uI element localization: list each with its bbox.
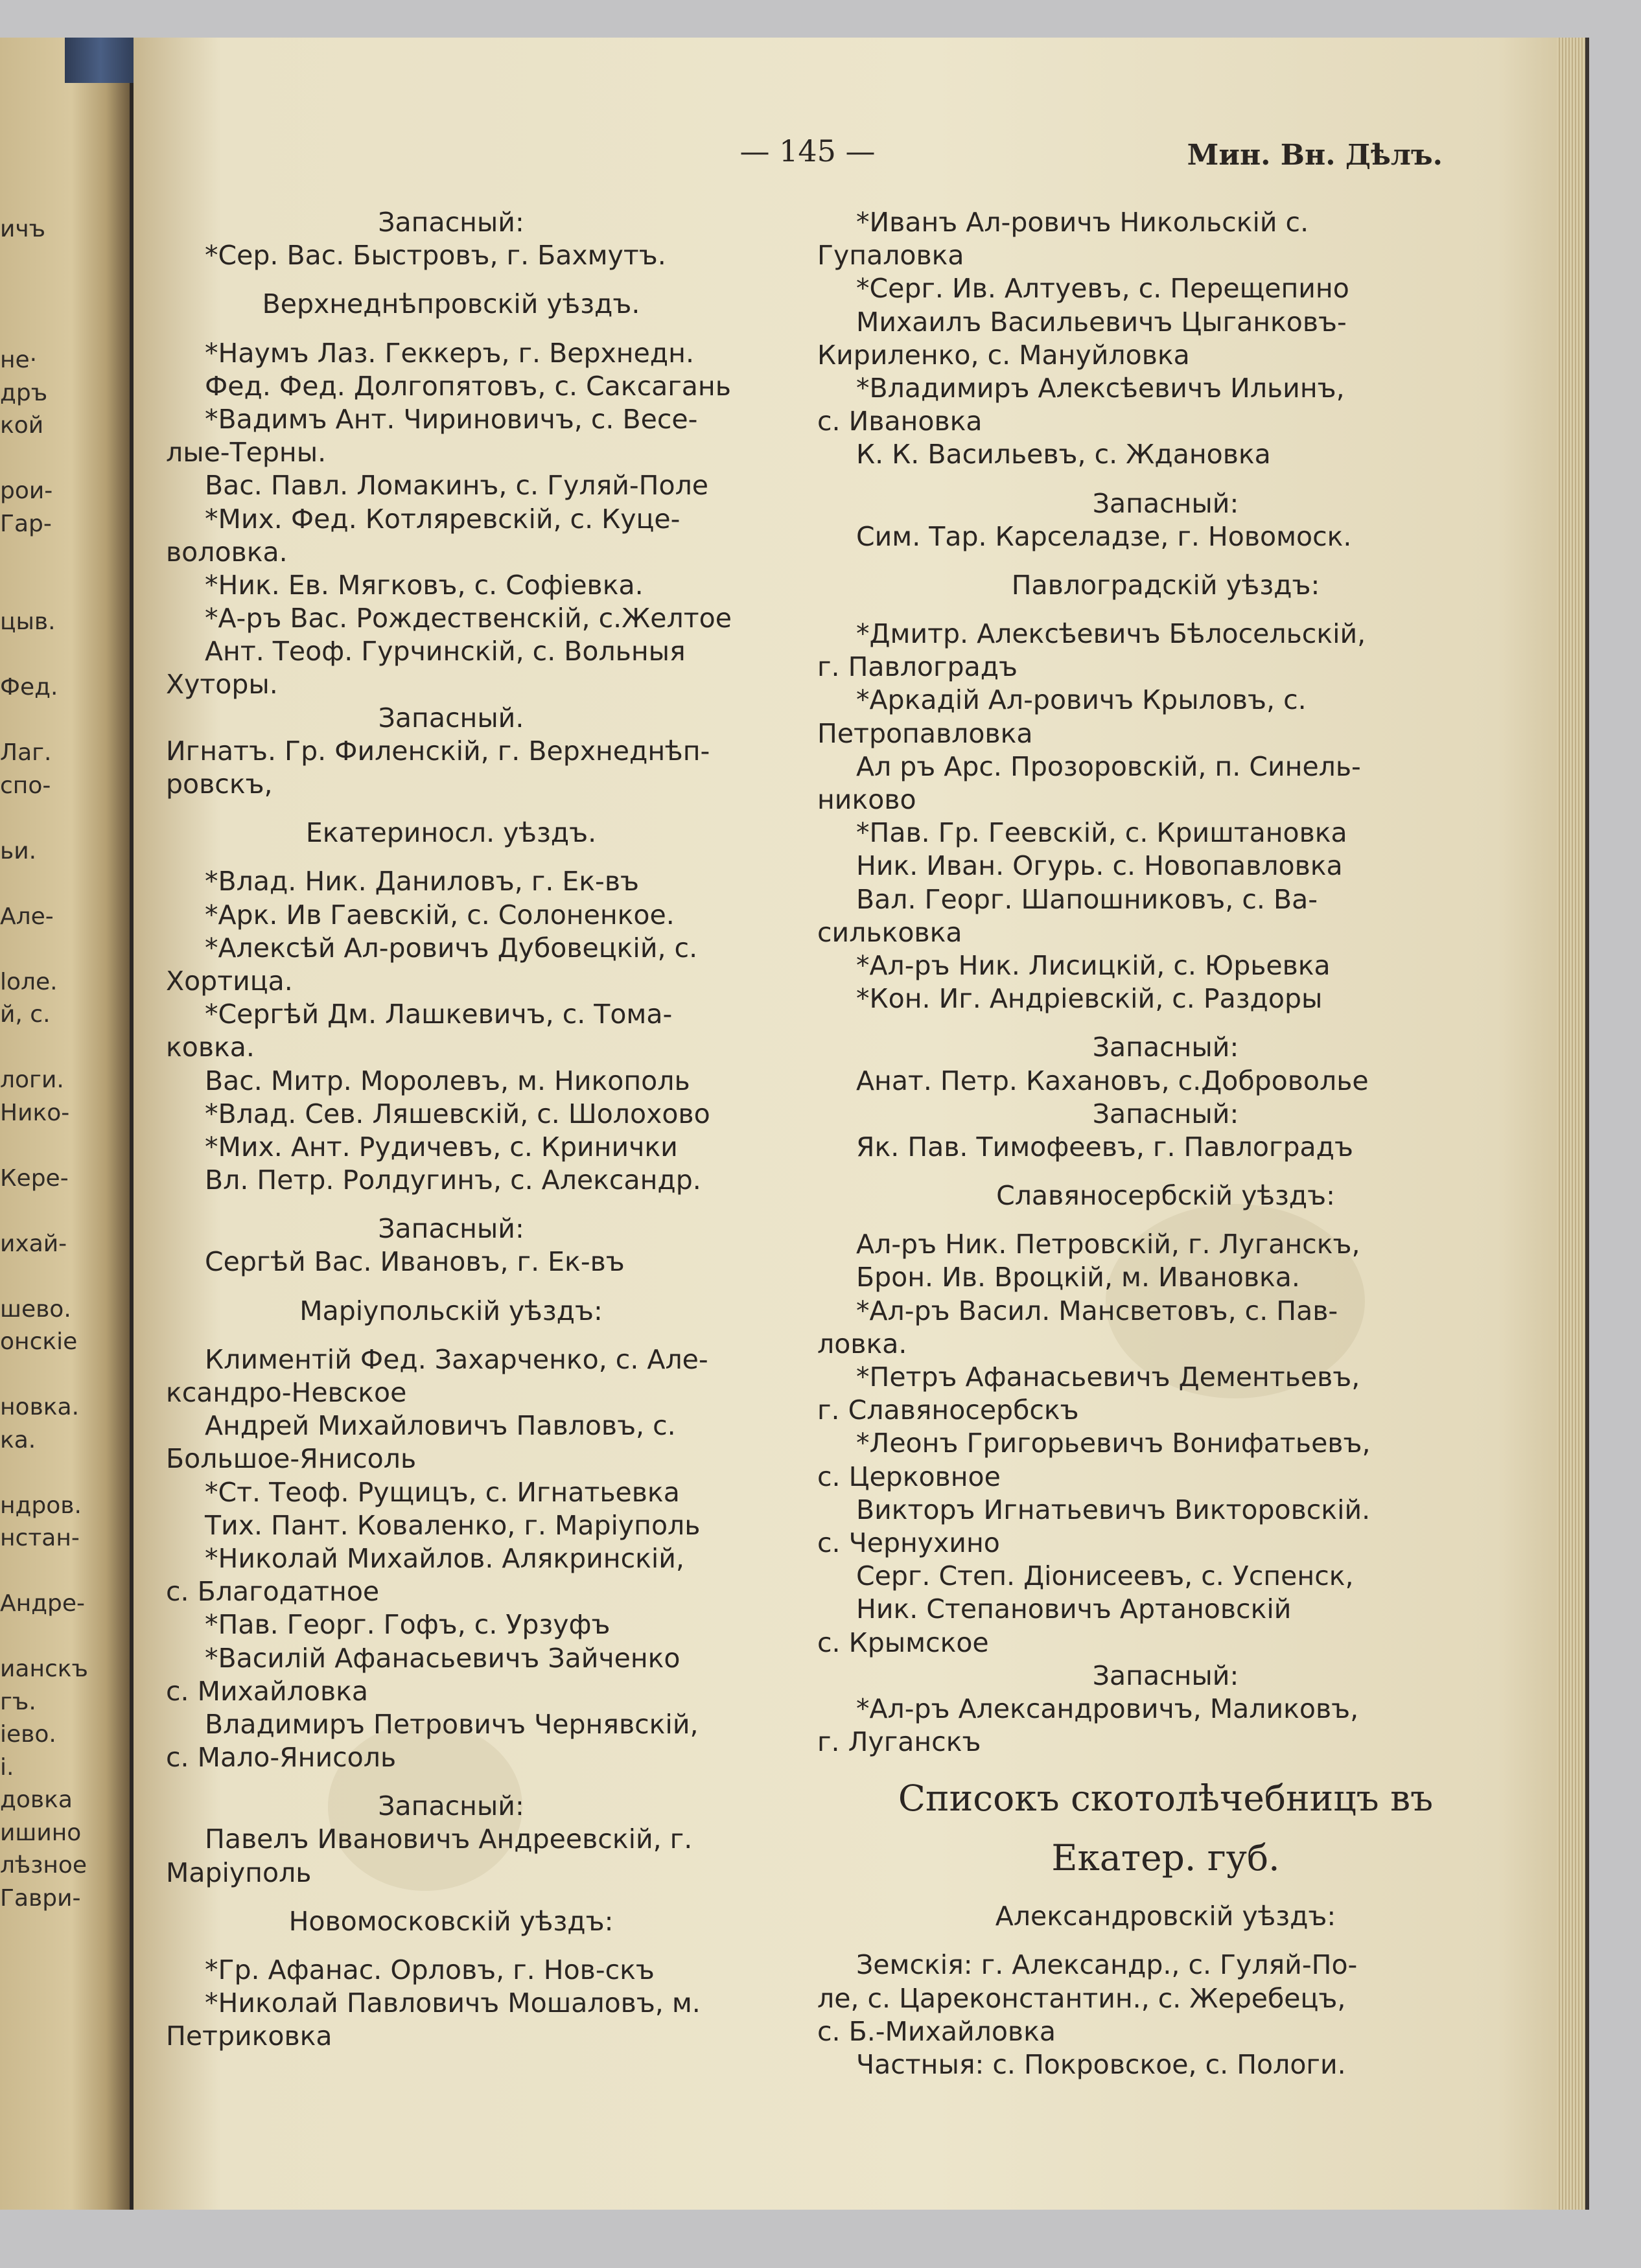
adjacent-page-fragment: гъ. xyxy=(0,1688,36,1715)
spacer xyxy=(166,1938,736,1954)
spacer xyxy=(817,472,1514,487)
entry-line: *Николай Михайлов. Алякринскiй, xyxy=(205,1542,684,1574)
entry-line: *Мих. Фед. Котляревскiй, с. Куце- xyxy=(205,503,681,535)
adjacent-page-fragment: новка. xyxy=(0,1394,80,1420)
entry-line: Кириленко, с. Мануйловка xyxy=(817,339,1190,371)
district-heading: Александровскiй уѣздъ: xyxy=(995,1901,1336,1932)
adjacent-page-fragment xyxy=(0,1263,122,1293)
adjacent-page-fragment xyxy=(0,576,122,606)
adjacent-page-fragment: дръ xyxy=(0,379,48,406)
entry-line: Хуторы. xyxy=(166,669,278,700)
entry-line: Сергѣй Вас. Ивановъ, г. Ек-въ xyxy=(205,1246,625,1278)
spacer xyxy=(166,850,736,865)
entry-line: *Ник. Ев. Мягковъ, с. Софiевка. xyxy=(205,569,644,601)
reserve-label: Запасный: xyxy=(1092,487,1239,519)
entry-line: *Ст. Теоф. Рущицъ, с. Игнатьевка xyxy=(205,1476,680,1508)
adjacent-page-fragment xyxy=(0,249,122,279)
district-heading: Екатериносл. уѣздъ. xyxy=(305,817,597,849)
adjacent-page-fragment: не· xyxy=(0,347,38,373)
section-title: Списокъ скотолѣчебницъ въ xyxy=(898,1777,1434,1820)
adjacent-page-fragment xyxy=(0,870,122,900)
spacer xyxy=(166,801,736,816)
reserve-label: Запасный: xyxy=(1092,1660,1239,1691)
entry-line: с. Благодатное xyxy=(166,1576,380,1608)
entry-line: Климентiй Фед. Захарченко, с. Але- xyxy=(205,1343,708,1375)
right-page xyxy=(134,38,1585,2210)
entry-line: *Сер. Вас. Быстровъ, г. Бахмутъ. xyxy=(205,240,666,272)
entry-line: Владимиръ Петровичъ Чернявскiй, xyxy=(205,1708,699,1740)
adjacent-page-fragment: ьи. xyxy=(0,837,37,864)
entry-line: Андрей Михайловичъ Павловъ, с. xyxy=(205,1410,676,1442)
entry-line: *Сергѣй Дм. Лашкевичъ, с. Тома- xyxy=(205,999,673,1030)
entry-line: Ник. Степановичъ Артановскiй xyxy=(856,1593,1292,1625)
entry-line: *Кон. Иг. Андрiевскiй, с. Раздоры xyxy=(856,983,1323,1015)
entry-line: лые-Терны. xyxy=(166,437,327,469)
entry-line: *Ал-ръ Васил. Мансветовъ, с. Пав- xyxy=(856,1295,1338,1326)
entry-line: Викторъ Игнатьевичъ Викторовскiй. xyxy=(856,1494,1371,1525)
adjacent-page-fragment: i. xyxy=(0,1753,14,1781)
adjacent-page-fragment: й, с. xyxy=(0,1001,51,1028)
adjacent-page-fragment xyxy=(0,1459,122,1489)
entry-line: Тих. Пант. Коваленко, г. Марiуполь xyxy=(205,1509,701,1541)
district-heading: Верхнеднѣпровскiй уѣздъ. xyxy=(262,288,640,320)
adjacent-page-fragment xyxy=(0,1558,122,1588)
adjacent-page-fragment: ндров. xyxy=(0,1492,82,1519)
entry-line: г. Павлоградъ xyxy=(817,651,1018,683)
entry-line: Ник. Иван. Огурь. с. Новопавловка xyxy=(856,850,1343,882)
entry-line: *Петръ Афанасьевичъ Дементьевъ, xyxy=(856,1361,1360,1393)
section-title: Екатер. губ. xyxy=(1051,1837,1280,1879)
adjacent-page-fragment xyxy=(0,281,122,311)
entry-line: Большое-Янисоль xyxy=(166,1443,417,1475)
entry-line: *Василiй Афанасьевичъ Зайченко xyxy=(205,1642,681,1674)
entry-line: *Аркадiй Ал-ровичъ Крыловъ, с. xyxy=(856,684,1307,716)
spacer xyxy=(166,321,736,337)
entry-line: Земскiя: г. Александр., с. Гуляй-По- xyxy=(856,1949,1358,1981)
adjacent-page-fragment xyxy=(0,1132,122,1162)
entry-line: Марiуполь xyxy=(166,1857,312,1888)
adjacent-page-fragment: шево. xyxy=(0,1295,71,1323)
spacer xyxy=(166,1890,736,1905)
spacer xyxy=(166,272,736,288)
entry-line: Ант. Теоф. Гурчинскiй, с. Вольныя xyxy=(205,636,686,667)
left-column xyxy=(166,206,736,2054)
district-heading: Новомосковскiй уѣздъ: xyxy=(288,1905,614,1937)
adjacent-page-fragment xyxy=(0,1198,122,1227)
entry-line: Гупаловка xyxy=(817,240,964,272)
entry-line: Вл. Петр. Ролдугинъ, с. Александр. xyxy=(205,1164,701,1196)
adjacent-page-fragment xyxy=(0,805,122,835)
adjacent-page-fragment xyxy=(0,1623,122,1653)
spacer xyxy=(817,1015,1514,1031)
entry-line: *А-ръ Вас. Рождественскiй, с.Желтое xyxy=(205,603,732,634)
spacer xyxy=(166,1197,736,1212)
running-head: Мин. Вн. Дѣлъ. xyxy=(1187,139,1443,172)
entry-line: Игнатъ. Гр. Филенскiй, г. Верхнеднѣп- xyxy=(166,735,710,767)
adjacent-page-fragment: ианскъ xyxy=(0,1656,88,1682)
entry-line: сильковка xyxy=(817,916,962,948)
entry-line: ксандро-Невское xyxy=(166,1377,407,1408)
entry-line: Петриковка xyxy=(166,2020,332,2052)
adjacent-page-fragment: логи. xyxy=(0,1067,64,1093)
reserve-label: Запасный. xyxy=(378,702,524,734)
district-heading: Марiупольскiй уѣздъ: xyxy=(299,1295,603,1326)
adjacent-page-fragment: Андре- xyxy=(0,1590,86,1617)
adjacent-page-fragment: кой xyxy=(0,412,44,439)
spacer xyxy=(166,1328,736,1343)
entry-line: *Пав. Гр. Геевскiй, с. Криштановка xyxy=(856,817,1347,849)
right-column xyxy=(817,206,1514,2081)
adjacent-page-fragment xyxy=(0,543,122,573)
entry-line: *Гр. Афанас. Орловъ, г. Нов-скъ xyxy=(205,1954,655,1985)
entry-line: Вас. Митр. Моролевъ, м. Никополь xyxy=(205,1065,690,1096)
entry-line: *Серг. Ив. Алтуевъ, с. Перещепино xyxy=(856,273,1349,305)
adjacent-page-fragment: Нико- xyxy=(0,1099,70,1126)
entry-line: с. Михайловка xyxy=(166,1675,369,1707)
entry-line: Вал. Георг. Шапошниковъ, с. Ва- xyxy=(856,883,1318,915)
entry-line: *Владимиръ Алексѣевичъ Ильинъ, xyxy=(856,372,1345,404)
spacer xyxy=(817,1212,1514,1228)
reserve-label: Запасный: xyxy=(378,1213,524,1245)
adjacent-page-fragment: Кере- xyxy=(0,1164,69,1192)
adjacent-page-fragment: ишино xyxy=(0,1819,82,1846)
entry-line: с. Крымское xyxy=(817,1626,989,1658)
adjacent-page-fragment xyxy=(0,642,122,671)
adjacent-page-fragment xyxy=(0,1361,122,1391)
entry-line: Ал-ръ Ник. Петровскiй, г. Луганскъ, xyxy=(856,1229,1360,1260)
left-page-edge xyxy=(0,38,135,2210)
entry-line: Анат. Петр. Кахановъ, с.Доброволье xyxy=(856,1065,1369,1096)
entry-line: Брон. Ив. Вроцкiй, м. Ивановка. xyxy=(856,1262,1300,1293)
spacer xyxy=(817,1164,1514,1179)
entry-line: *Влад. Сев. Ляшевскiй, с. Шолохово xyxy=(205,1098,710,1129)
entry-line: ле, с. Цареконстантин., с. Жеребецъ, xyxy=(817,1982,1346,2014)
reserve-label: Запасный: xyxy=(378,1790,524,1822)
entry-line: воловка. xyxy=(166,536,288,568)
entry-line: ловка. xyxy=(817,1328,907,1360)
entry-line: с. Б.-Михайловка xyxy=(817,2015,1056,2047)
reserve-label: Запасный: xyxy=(1092,1032,1239,1063)
entry-line: Фед. Фед. Долгопятовъ, с. Саксагань xyxy=(205,370,731,402)
adjacent-page-fragment: Лаг. xyxy=(0,739,52,766)
adjacent-page-fragment: ихай- xyxy=(0,1230,67,1257)
page-header xyxy=(134,133,1585,185)
adjacent-page-fragment: рои- xyxy=(0,478,53,504)
entry-line: никово xyxy=(817,784,916,815)
entry-line: *Арк. Ив Гаевскiй, с. Солоненкое. xyxy=(205,899,675,931)
adjacent-page-fragment: спо- xyxy=(0,772,51,799)
entry-line: *Леонъ Григорьевичъ Вонифатьевъ, xyxy=(856,1428,1371,1459)
entry-line: ковка. xyxy=(166,1032,255,1063)
spine-cloth xyxy=(65,38,136,83)
entry-line: Вас. Павл. Ломакинъ, с. Гуляй-Поле xyxy=(205,470,708,502)
adjacent-page-fragment: Гаври- xyxy=(0,1884,81,1912)
reserve-label: Запасный: xyxy=(1092,1098,1239,1129)
entry-line: с. Ивановка xyxy=(817,406,983,437)
entry-line: Частныя: с. Покровское, с. Пологи. xyxy=(856,2049,1346,2080)
entry-line: *Ал-ръ Александровичъ, Маликовъ, xyxy=(856,1693,1359,1724)
entry-line: Як. Пав. Тимофеевъ, г. Павлоградъ xyxy=(856,1131,1353,1163)
entry-line: К. К. Васильевъ, с. Ждановка xyxy=(856,439,1271,470)
adjacent-page-fragment: онскiе xyxy=(0,1328,78,1355)
entry-line: с. Мало-Янисоль xyxy=(166,1742,397,1774)
scanned-book-spread xyxy=(0,38,1589,2210)
adjacent-page-fragment: lоле. xyxy=(0,968,58,995)
entry-line: Ал ръ Арс. Прозоровскiй, п. Синель- xyxy=(856,750,1361,782)
entry-line: *Вадимъ Ант. Чириновичъ, с. Весе- xyxy=(205,403,698,435)
spacer xyxy=(166,1774,736,1790)
entry-line: *Влад. Ник. Даниловъ, г. Ек-въ xyxy=(205,866,639,897)
adjacent-page-fragment: довка xyxy=(0,1787,73,1813)
entry-line: г. Луганскъ xyxy=(817,1726,981,1758)
entry-line: *Алексѣй Ал-ровичъ Дубовецкiй, с. xyxy=(205,932,698,964)
entry-line: *Ал-ръ Ник. Лисицкiй, с. Юрьевка xyxy=(856,949,1331,981)
adjacent-page-fragment: Гар- xyxy=(0,510,52,537)
entry-line: *Иванъ Ал-ровичъ Никольскiй с. xyxy=(856,207,1309,238)
spacer xyxy=(817,1884,1514,1900)
page-number: — 145 — xyxy=(739,133,876,168)
entry-line: *Мих. Ант. Рудичевъ, с. Кринички xyxy=(205,1131,678,1163)
entry-line: с. Чернухино xyxy=(817,1527,1000,1558)
entry-line: *Дмитр. Алексѣевичъ Бѣлосельскiй, xyxy=(856,618,1366,650)
adjacent-page-fragment xyxy=(0,1034,122,1064)
adjacent-page-fragment xyxy=(0,707,122,737)
adjacent-page-fragment: нстан- xyxy=(0,1525,80,1551)
spacer xyxy=(817,1933,1514,1949)
adjacent-page-fragment: Але- xyxy=(0,903,54,930)
adjacent-page-fragment: цыв. xyxy=(0,608,56,635)
district-heading: Славяносербскiй уѣздъ: xyxy=(996,1180,1335,1212)
entry-line: Петропавловка xyxy=(817,717,1033,749)
page-edges xyxy=(1557,38,1585,2210)
entry-line: с. Церковное xyxy=(817,1461,1001,1492)
adjacent-page-fragment: ка. xyxy=(0,1426,36,1453)
adjacent-page-fragment xyxy=(0,314,122,344)
adjacent-page-fragment: iево. xyxy=(0,1721,56,1748)
entry-line: ровскъ, xyxy=(166,769,273,800)
entry-line: г. Славяносербскъ xyxy=(817,1394,1079,1426)
entry-line: Павелъ Ивановичъ Андреевскiй, г. xyxy=(205,1823,693,1855)
entry-line: *Николай Павловичъ Мошаловъ, м. xyxy=(205,1987,701,2019)
adjacent-page-fragment xyxy=(0,445,122,475)
entry-line: Сим. Тар. Карселадзе, г. Новомоск. xyxy=(856,520,1352,552)
spacer xyxy=(817,602,1514,618)
reserve-label: Запасный: xyxy=(378,207,524,238)
adjacent-page-fragment: ичъ xyxy=(0,216,46,242)
entry-line: *Наумъ Лаз. Геккеръ, г. Верхнедн. xyxy=(205,337,694,369)
adjacent-page-fragment: Фед. xyxy=(0,674,58,700)
entry-line: Хортица. xyxy=(166,965,293,997)
entry-line: Михаилъ Васильевичъ Цыганковъ- xyxy=(856,306,1347,338)
adjacent-page-fragment xyxy=(0,936,122,966)
adjacent-page-fragment: лѣзное xyxy=(0,1852,87,1879)
district-heading: Павлоградскiй уѣздъ: xyxy=(1011,569,1320,601)
entry-line: Серг. Степ. Дiонисеевъ, с. Успенск, xyxy=(856,1560,1354,1592)
spacer xyxy=(817,553,1514,569)
entry-line: *Пав. Георг. Гофъ, с. Урзуфъ xyxy=(205,1609,611,1641)
spacer xyxy=(166,1279,736,1295)
